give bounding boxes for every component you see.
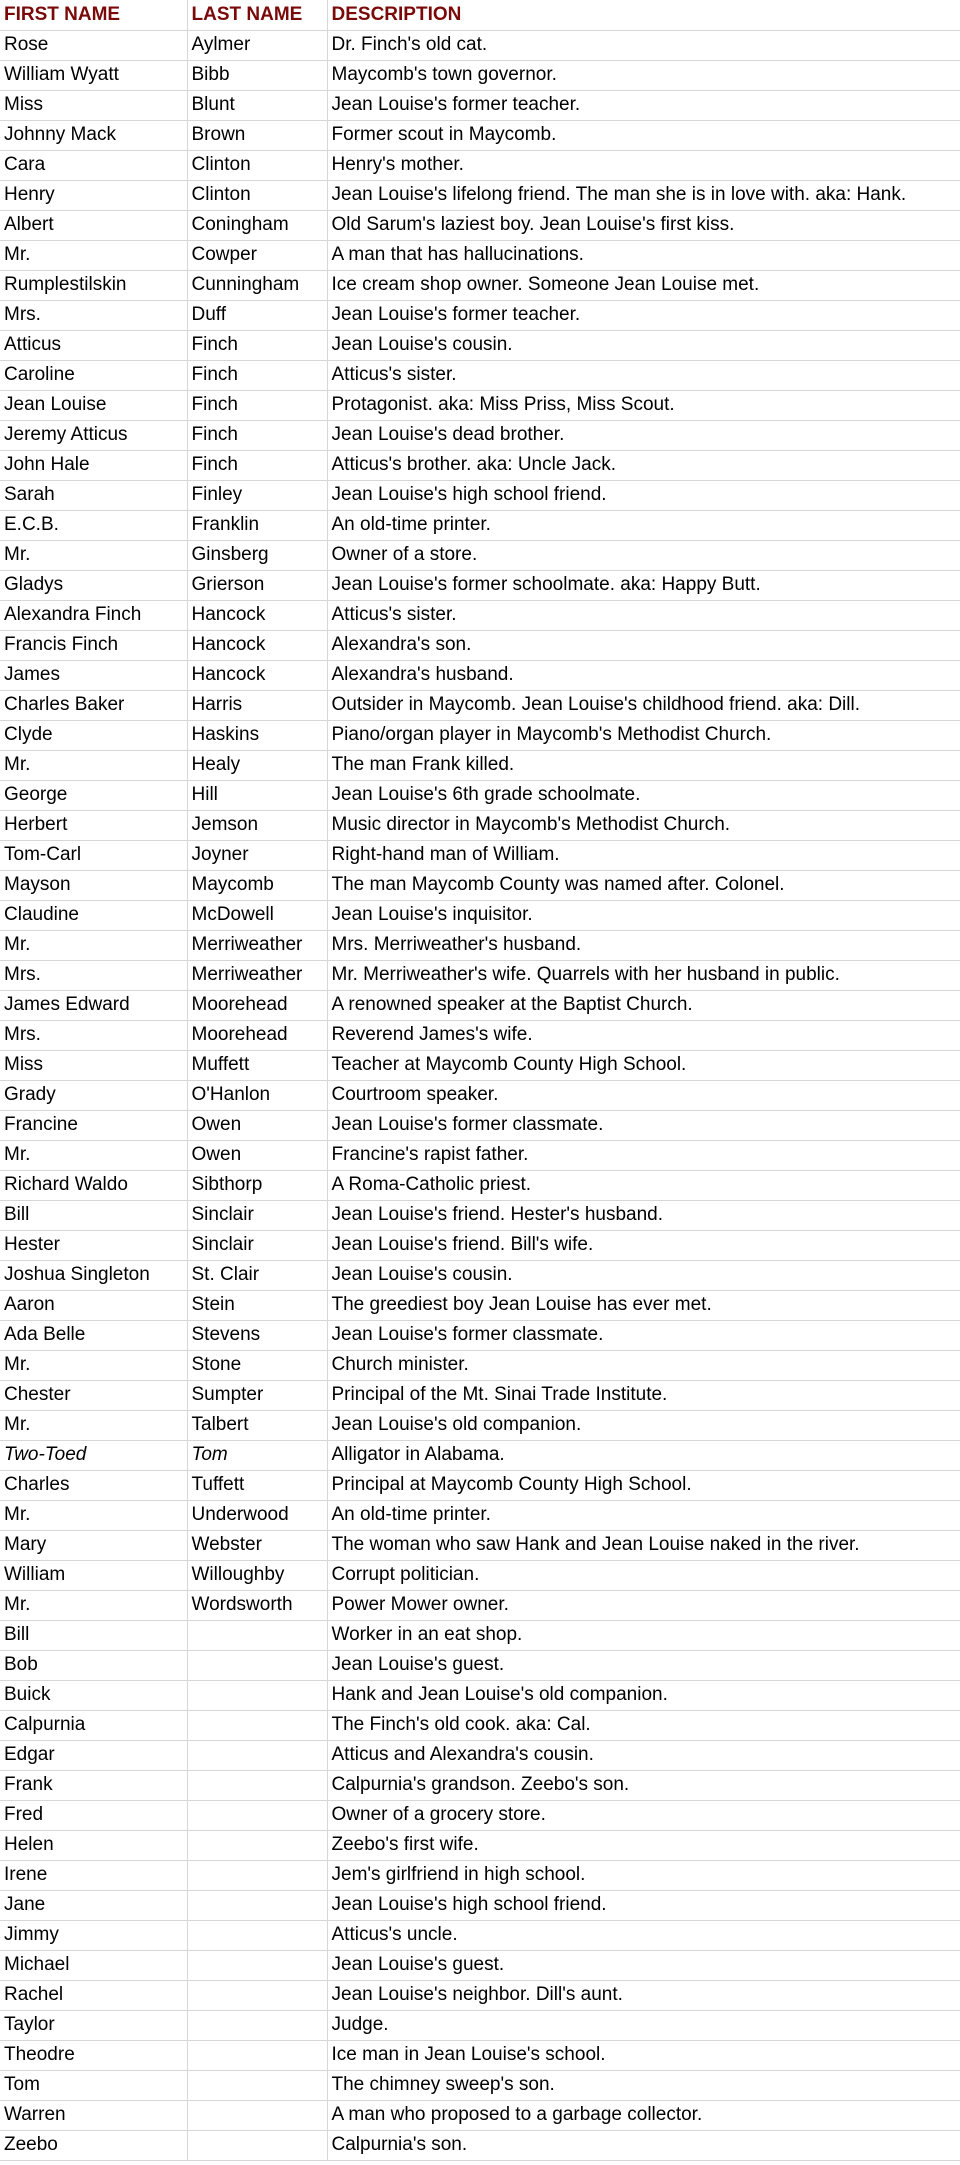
last-name-cell: Joyner — [187, 840, 327, 870]
first-name-cell: Henry — [0, 180, 187, 210]
first-name-cell: Mr. — [0, 1410, 187, 1440]
header-row — [0, 0, 960, 30]
description-cell: Jean Louise's old companion. — [327, 1410, 960, 1440]
table-row — [0, 570, 960, 600]
table-row — [0, 1140, 960, 1170]
last-name-cell: Underwood — [187, 1500, 327, 1530]
last-name-cell — [187, 2100, 327, 2130]
table-row — [0, 1770, 960, 1800]
first-name-cell: Alexandra Finch — [0, 600, 187, 630]
first-name-cell: William Wyatt — [0, 60, 187, 90]
table-row — [0, 1440, 960, 1470]
last-name-cell — [187, 1920, 327, 1950]
first-name-cell: Jean Louise — [0, 390, 187, 420]
first-name-cell: Mary — [0, 1530, 187, 1560]
table-row — [0, 1950, 960, 1980]
table-row — [0, 1710, 960, 1740]
description-cell: Atticus's sister. — [327, 600, 960, 630]
last-name-cell — [187, 1980, 327, 2010]
first-name-cell: Aaron — [0, 1290, 187, 1320]
description-cell: The chimney sweep's son. — [327, 2070, 960, 2100]
description-cell: A Roma-Catholic priest. — [327, 1170, 960, 1200]
table-row — [0, 30, 960, 60]
description-cell: A man who proposed to a garbage collector. — [327, 2100, 960, 2130]
last-name-cell: Coningham — [187, 210, 327, 240]
last-name-cell: Cowper — [187, 240, 327, 270]
first-name-cell: Irene — [0, 1860, 187, 1890]
first-name-cell: James — [0, 660, 187, 690]
last-name-cell — [187, 1800, 327, 1830]
last-name-cell: Willoughby — [187, 1560, 327, 1590]
last-name-cell: O'Hanlon — [187, 1080, 327, 1110]
description-cell: Zeebo's first wife. — [327, 1830, 960, 1860]
last-name-cell: Finch — [187, 420, 327, 450]
last-name-cell: Sinclair — [187, 1200, 327, 1230]
table-row — [0, 1050, 960, 1080]
last-name-cell: Hancock — [187, 630, 327, 660]
first-name-cell: Francine — [0, 1110, 187, 1140]
table-row — [0, 1110, 960, 1140]
table-row — [0, 1620, 960, 1650]
description-cell: Principal of the Mt. Sinai Trade Institute. — [327, 1380, 960, 1410]
table-row — [0, 2100, 960, 2130]
description-cell: Judge. — [327, 2010, 960, 2040]
table-row — [0, 1020, 960, 1050]
table-row — [0, 1200, 960, 1230]
description-cell: Jean Louise's high school friend. — [327, 480, 960, 510]
last-name-cell — [187, 1680, 327, 1710]
description-cell: Old Sarum's laziest boy. Jean Louise's first kiss. — [327, 210, 960, 240]
last-name-cell: Finch — [187, 390, 327, 420]
last-name-cell: Cunningham — [187, 270, 327, 300]
last-name-cell: Webster — [187, 1530, 327, 1560]
last-name-cell: Muffett — [187, 1050, 327, 1080]
last-name-cell: Hill — [187, 780, 327, 810]
description-cell: Jean Louise's former classmate. — [327, 1110, 960, 1140]
last-name-cell: Sumpter — [187, 1380, 327, 1410]
last-name-cell: Owen — [187, 1110, 327, 1140]
table-row — [0, 360, 960, 390]
description-cell: Hank and Jean Louise's old companion. — [327, 1680, 960, 1710]
table-row — [0, 2130, 960, 2160]
first-name-cell: Edgar — [0, 1740, 187, 1770]
table-row — [0, 270, 960, 300]
table-row — [0, 1470, 960, 1500]
first-name-cell: Jimmy — [0, 1920, 187, 1950]
last-name-cell: Talbert — [187, 1410, 327, 1440]
description-cell: Jean Louise's inquisitor. — [327, 900, 960, 930]
last-name-cell: Jemson — [187, 810, 327, 840]
description-cell: Jean Louise's cousin. — [327, 330, 960, 360]
table-row — [0, 2040, 960, 2070]
table-row — [0, 150, 960, 180]
description-cell: Owner of a store. — [327, 540, 960, 570]
last-name-cell: Tom — [187, 1440, 327, 1470]
first-name-cell: Two-Toed — [0, 1440, 187, 1470]
first-name-cell: Rose — [0, 30, 187, 60]
table-row — [0, 690, 960, 720]
first-name-cell: Theodre — [0, 2040, 187, 2070]
description-cell: Jean Louise's neighbor. Dill's aunt. — [327, 1980, 960, 2010]
first-name-cell: Zeebo — [0, 2130, 187, 2160]
description-cell: A man that has hallucinations. — [327, 240, 960, 270]
table-row — [0, 1500, 960, 1530]
first-name-cell: Johnny Mack — [0, 120, 187, 150]
table-row — [0, 1590, 960, 1620]
table-row — [0, 210, 960, 240]
first-name-cell: Bill — [0, 1620, 187, 1650]
table-row — [0, 750, 960, 780]
table-row — [0, 1080, 960, 1110]
description-cell: Calpurnia's son. — [327, 2130, 960, 2160]
table-row — [0, 90, 960, 120]
first-name-cell: Gladys — [0, 570, 187, 600]
first-name-cell: John Hale — [0, 450, 187, 480]
description-cell: Piano/organ player in Maycomb's Methodist Church. — [327, 720, 960, 750]
description-cell: Jean Louise's former teacher. — [327, 300, 960, 330]
last-name-cell — [187, 1890, 327, 1920]
description-cell: The man Frank killed. — [327, 750, 960, 780]
table-row — [0, 300, 960, 330]
description-cell: Power Mower owner. — [327, 1590, 960, 1620]
first-name-cell: Rachel — [0, 1980, 187, 2010]
last-name-cell: Healy — [187, 750, 327, 780]
table-row — [0, 720, 960, 750]
description-cell: Calpurnia's grandson. Zeebo's son. — [327, 1770, 960, 1800]
description-cell: Mrs. Merriweather's husband. — [327, 930, 960, 960]
last-name-cell: Tuffett — [187, 1470, 327, 1500]
last-name-cell: Finch — [187, 450, 327, 480]
first-name-cell: Mayson — [0, 870, 187, 900]
first-name-cell: Mrs. — [0, 960, 187, 990]
description-cell: Church minister. — [327, 1350, 960, 1380]
description-cell: Jean Louise's former classmate. — [327, 1320, 960, 1350]
last-name-cell — [187, 1950, 327, 1980]
first-name-cell: Grady — [0, 1080, 187, 1110]
last-name-cell: St. Clair — [187, 1260, 327, 1290]
first-name-cell: Mrs. — [0, 300, 187, 330]
table-row — [0, 510, 960, 540]
description-cell: Alexandra's son. — [327, 630, 960, 660]
last-name-cell: Grierson — [187, 570, 327, 600]
description-cell: Principal at Maycomb County High School. — [327, 1470, 960, 1500]
last-name-cell: Merriweather — [187, 930, 327, 960]
first-name-cell: Mr. — [0, 1500, 187, 1530]
description-cell: Jean Louise's lifelong friend. The man she is in love with. aka: Hank. — [327, 180, 960, 210]
description-cell: The greediest boy Jean Louise has ever met. — [327, 1290, 960, 1320]
first-name-cell: Chester — [0, 1380, 187, 1410]
last-name-cell: Sinclair — [187, 1230, 327, 1260]
table-row — [0, 1320, 960, 1350]
table-row — [0, 660, 960, 690]
table-row — [0, 1530, 960, 1560]
first-name-cell: Helen — [0, 1830, 187, 1860]
table-row — [0, 960, 960, 990]
table-row — [0, 1560, 960, 1590]
last-name-cell: Owen — [187, 1140, 327, 1170]
last-name-cell — [187, 1740, 327, 1770]
last-name-cell: Finley — [187, 480, 327, 510]
first-name-cell: Frank — [0, 1770, 187, 1800]
description-cell: Jean Louise's high school friend. — [327, 1890, 960, 1920]
description-cell: Protagonist. aka: Miss Priss, Miss Scout. — [327, 390, 960, 420]
last-name-cell — [187, 2070, 327, 2100]
description-cell: Atticus's uncle. — [327, 1920, 960, 1950]
table-row — [0, 1980, 960, 2010]
table-row — [0, 1410, 960, 1440]
last-name-cell — [187, 1710, 327, 1740]
last-name-cell — [187, 1860, 327, 1890]
description-cell: Ice man in Jean Louise's school. — [327, 2040, 960, 2070]
last-name-cell: Hancock — [187, 600, 327, 630]
description-cell: Dr. Finch's old cat. — [327, 30, 960, 60]
first-name-cell: Mr. — [0, 930, 187, 960]
last-name-cell: Finch — [187, 330, 327, 360]
first-name-cell: Bob — [0, 1650, 187, 1680]
description-cell: An old-time printer. — [327, 510, 960, 540]
table-row — [0, 1350, 960, 1380]
first-name-cell: Claudine — [0, 900, 187, 930]
last-name-cell: Wordsworth — [187, 1590, 327, 1620]
last-name-cell: Finch — [187, 360, 327, 390]
first-name-cell: Miss — [0, 1050, 187, 1080]
description-cell: Worker in an eat shop. — [327, 1620, 960, 1650]
first-name-cell: Buick — [0, 1680, 187, 1710]
first-name-cell: Fred — [0, 1800, 187, 1830]
table-row — [0, 1260, 960, 1290]
first-name-cell: Warren — [0, 2100, 187, 2130]
last-name-cell — [187, 1620, 327, 1650]
table-header — [0, 0, 960, 30]
table-row — [0, 2070, 960, 2100]
table-row — [0, 780, 960, 810]
last-name-cell: Ginsberg — [187, 540, 327, 570]
last-name-cell: Stein — [187, 1290, 327, 1320]
table-row — [0, 630, 960, 660]
table-row — [0, 1740, 960, 1770]
table-row — [0, 450, 960, 480]
table-row — [0, 1170, 960, 1200]
first-name-cell: William — [0, 1560, 187, 1590]
description-cell: Teacher at Maycomb County High School. — [327, 1050, 960, 1080]
description-cell: Jean Louise's friend. Hester's husband. — [327, 1200, 960, 1230]
description-cell: The Finch's old cook. aka: Cal. — [327, 1710, 960, 1740]
description-cell: Courtroom speaker. — [327, 1080, 960, 1110]
description-cell: The woman who saw Hank and Jean Louise naked in the river. — [327, 1530, 960, 1560]
table-row — [0, 990, 960, 1020]
last-name-cell: McDowell — [187, 900, 327, 930]
first-name-cell: Calpurnia — [0, 1710, 187, 1740]
first-name-cell: Sarah — [0, 480, 187, 510]
table-row — [0, 330, 960, 360]
first-name-cell: Mr. — [0, 240, 187, 270]
last-name-cell: Sibthorp — [187, 1170, 327, 1200]
first-name-cell: E.C.B. — [0, 510, 187, 540]
first-name-cell: Caroline — [0, 360, 187, 390]
description-cell: Jem's girlfriend in high school. — [327, 1860, 960, 1890]
description-cell: Maycomb's town governor. — [327, 60, 960, 90]
table-row — [0, 1230, 960, 1260]
description-cell: Reverend James's wife. — [327, 1020, 960, 1050]
last-name-cell: Clinton — [187, 150, 327, 180]
table-row — [0, 2010, 960, 2040]
last-name-cell: Franklin — [187, 510, 327, 540]
last-name-cell: Duff — [187, 300, 327, 330]
first-name-cell: Francis Finch — [0, 630, 187, 660]
description-cell: An old-time printer. — [327, 1500, 960, 1530]
description-cell: Former scout in Maycomb. — [327, 120, 960, 150]
first-name-cell: Tom — [0, 2070, 187, 2100]
last-name-cell: Blunt — [187, 90, 327, 120]
last-name-cell: Harris — [187, 690, 327, 720]
table-body — [0, 30, 960, 2160]
last-name-cell: Hancock — [187, 660, 327, 690]
last-name-cell — [187, 1770, 327, 1800]
first-name-cell: Tom-Carl — [0, 840, 187, 870]
last-name-cell: Clinton — [187, 180, 327, 210]
description-cell: Francine's rapist father. — [327, 1140, 960, 1170]
table-row — [0, 810, 960, 840]
first-name-cell: Mrs. — [0, 1020, 187, 1050]
table-row — [0, 1890, 960, 1920]
table-row — [0, 1650, 960, 1680]
description-cell: Jean Louise's former teacher. — [327, 90, 960, 120]
description-cell: Outsider in Maycomb. Jean Louise's childhood friend. aka: Dill. — [327, 690, 960, 720]
description-cell: Atticus and Alexandra's cousin. — [327, 1740, 960, 1770]
table-row — [0, 240, 960, 270]
last-name-cell — [187, 1830, 327, 1860]
first-name-cell: Mr. — [0, 1140, 187, 1170]
table-row — [0, 60, 960, 90]
table-row — [0, 840, 960, 870]
last-name-cell — [187, 2130, 327, 2160]
first-name-cell: Hester — [0, 1230, 187, 1260]
description-cell: Jean Louise's guest. — [327, 1650, 960, 1680]
last-name-cell: Merriweather — [187, 960, 327, 990]
table-row — [0, 540, 960, 570]
table-row — [0, 180, 960, 210]
first-name-cell: Rumplestilskin — [0, 270, 187, 300]
last-name-cell — [187, 1650, 327, 1680]
first-name-cell: Cara — [0, 150, 187, 180]
first-name-cell: Miss — [0, 90, 187, 120]
table-row — [0, 1680, 960, 1710]
description-cell: A renowned speaker at the Baptist Church. — [327, 990, 960, 1020]
last-name-cell: Maycomb — [187, 870, 327, 900]
description-cell: Owner of a grocery store. — [327, 1800, 960, 1830]
table-row — [0, 1920, 960, 1950]
first-name-cell: Albert — [0, 210, 187, 240]
last-name-cell: Brown — [187, 120, 327, 150]
first-name-cell: Joshua Singleton — [0, 1260, 187, 1290]
first-name-cell: Charles Baker — [0, 690, 187, 720]
table-row — [0, 120, 960, 150]
table-row — [0, 1800, 960, 1830]
description-cell: Atticus's sister. — [327, 360, 960, 390]
first-name-cell: George — [0, 780, 187, 810]
table-row — [0, 1290, 960, 1320]
table-row — [0, 930, 960, 960]
last-name-cell: Stevens — [187, 1320, 327, 1350]
first-name-cell: Mr. — [0, 540, 187, 570]
description-cell: Ice cream shop owner. Someone Jean Louise met. — [327, 270, 960, 300]
column-header-first-name: FIRST NAME — [0, 0, 187, 30]
description-cell: Jean Louise's 6th grade schoolmate. — [327, 780, 960, 810]
description-cell: Corrupt politician. — [327, 1560, 960, 1590]
last-name-cell: Bibb — [187, 60, 327, 90]
first-name-cell: Bill — [0, 1200, 187, 1230]
first-name-cell: Mr. — [0, 1350, 187, 1380]
description-cell: Mr. Merriweather's wife. Quarrels with her husband in public. — [327, 960, 960, 990]
last-name-cell: Aylmer — [187, 30, 327, 60]
last-name-cell: Stone — [187, 1350, 327, 1380]
first-name-cell: Ada Belle — [0, 1320, 187, 1350]
first-name-cell: Michael — [0, 1950, 187, 1980]
first-name-cell: James Edward — [0, 990, 187, 1020]
first-name-cell: Herbert — [0, 810, 187, 840]
description-cell: Atticus's brother. aka: Uncle Jack. — [327, 450, 960, 480]
first-name-cell: Jane — [0, 1890, 187, 1920]
table-row — [0, 390, 960, 420]
description-cell: Jean Louise's former schoolmate. aka: Happy Butt. — [327, 570, 960, 600]
last-name-cell: Haskins — [187, 720, 327, 750]
description-cell: Music director in Maycomb's Methodist Church. — [327, 810, 960, 840]
table-row — [0, 900, 960, 930]
table-row — [0, 1830, 960, 1860]
first-name-cell: Atticus — [0, 330, 187, 360]
description-cell: Alexandra's husband. — [327, 660, 960, 690]
first-name-cell: Mr. — [0, 1590, 187, 1620]
first-name-cell: Clyde — [0, 720, 187, 750]
table-row — [0, 420, 960, 450]
table-row — [0, 1860, 960, 1890]
column-header-last-name: LAST NAME — [187, 0, 327, 30]
description-cell: Henry's mother. — [327, 150, 960, 180]
first-name-cell: Mr. — [0, 750, 187, 780]
description-cell: The man Maycomb County was named after. Colonel. — [327, 870, 960, 900]
table-row — [0, 600, 960, 630]
first-name-cell: Charles — [0, 1470, 187, 1500]
last-name-cell: Moorehead — [187, 1020, 327, 1050]
description-cell: Right-hand man of William. — [327, 840, 960, 870]
last-name-cell: Moorehead — [187, 990, 327, 1020]
column-header-description: DESCRIPTION — [327, 0, 960, 30]
description-cell: Jean Louise's cousin. — [327, 1260, 960, 1290]
first-name-cell: Jeremy Atticus — [0, 420, 187, 450]
description-cell: Jean Louise's dead brother. — [327, 420, 960, 450]
last-name-cell — [187, 2040, 327, 2070]
table-row — [0, 480, 960, 510]
table-row — [0, 1380, 960, 1410]
first-name-cell: Richard Waldo — [0, 1170, 187, 1200]
description-cell: Jean Louise's friend. Bill's wife. — [327, 1230, 960, 1260]
last-name-cell — [187, 2010, 327, 2040]
first-name-cell: Taylor — [0, 2010, 187, 2040]
table-row — [0, 870, 960, 900]
description-cell: Jean Louise's guest. — [327, 1950, 960, 1980]
description-cell: Alligator in Alabama. — [327, 1440, 960, 1470]
